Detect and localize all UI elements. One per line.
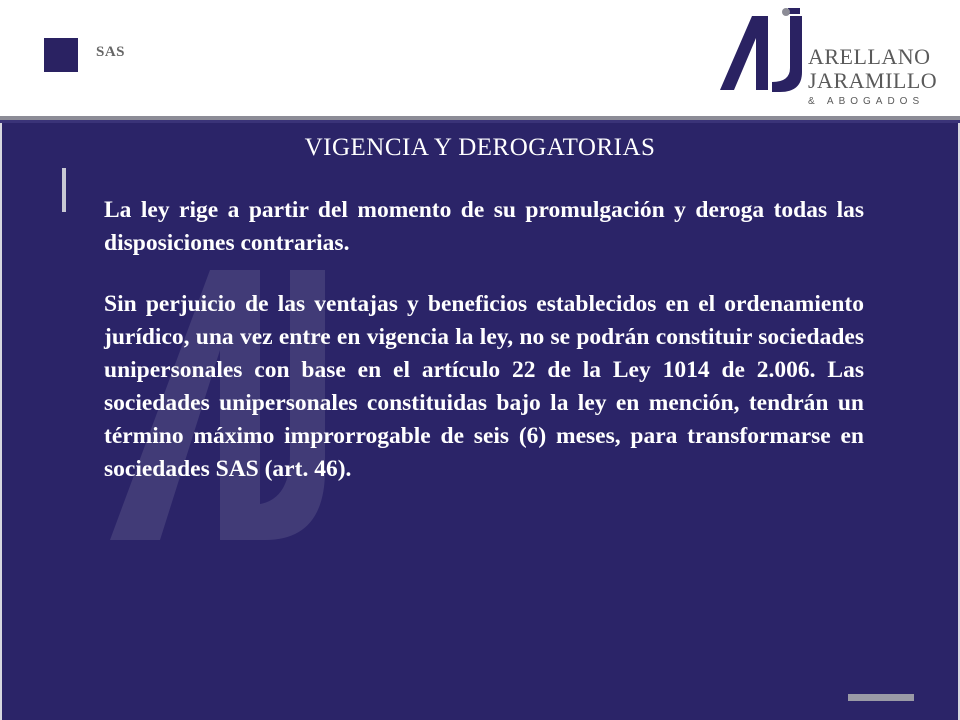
footer-accent-bar	[848, 694, 914, 701]
slide-title: VIGENCIA Y DEROGATORIAS	[304, 134, 656, 161]
header-square-mark	[44, 38, 78, 72]
logo-line-3: & ABOGADOS	[808, 96, 925, 107]
slide-header	[0, 0, 960, 118]
logo-line-2: JARAMILLO	[808, 68, 938, 93]
logo-line-1: ARELLANO	[808, 44, 931, 69]
paragraph-2: Sin perjuicio de las ventajas y beneficios establecidos en el ordenamiento jurídico, una vez entre en vigencia la ley, no se podrán constituir sociedades unipersonales con base en el artículo 22 de la Ley 1014 de 2.006. Las sociedades unipersonales constituidas bajo la ley en mención, tendrán un término máximo improrrogable de seis (6) meses, para transformarse en sociedades SAS (art. 46).	[104, 291, 864, 482]
panel-left-edge	[0, 120, 2, 720]
paragraph-1: La ley rige a partir del momento de su promulgación y deroga todas las disposiciones contrarias.	[104, 197, 864, 256]
header-label: SAS	[96, 44, 126, 60]
accent-vertical-bar	[62, 168, 66, 212]
panel-top-rule	[0, 120, 960, 123]
